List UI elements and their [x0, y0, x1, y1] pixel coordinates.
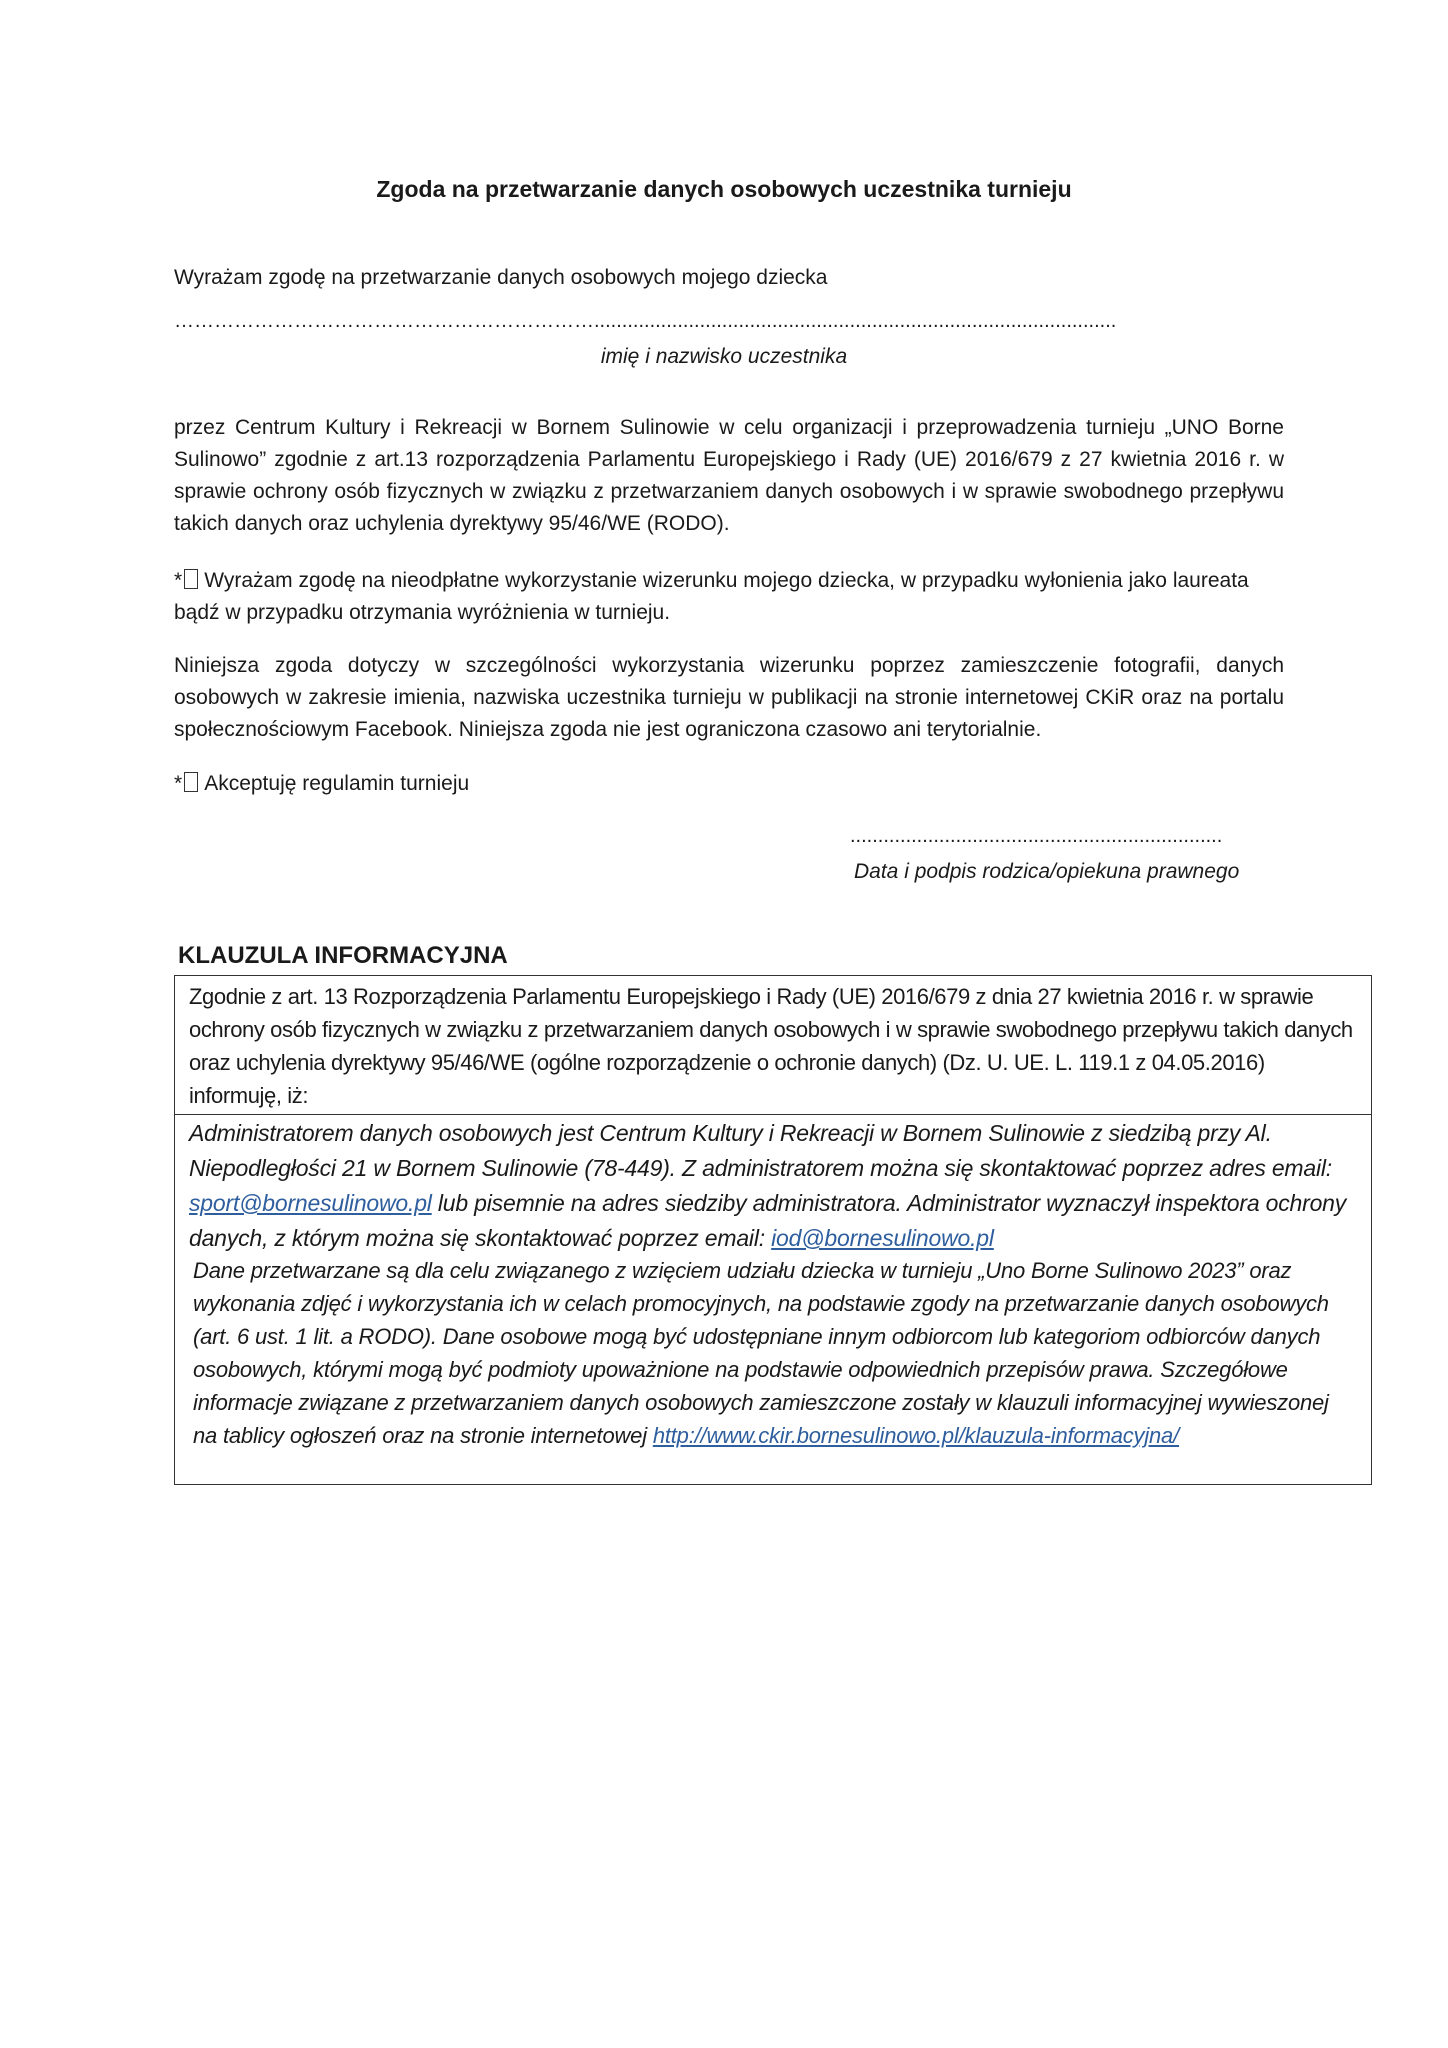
image-consent-checkbox[interactable] — [184, 569, 198, 589]
purpose-paragraph: przez Centrum Kultury i Rekreacji w Bornem Sulinowie w celu organizacji i przeprowadzenia turnieju „UNO Borne Sulinowo” zgodnie z art.13 rozporządzenia Parlamentu Europejskiego i Rady (UE) 2016/679 z 27 kwietnia 2016 r. w sprawie ochrony osób fizycznych w związku z przetwarzaniem danych osobowych i w sprawie swobodnego przepływu takich danych oraz uchylenia dyrektywy 95/46/WE (RODO). — [174, 416, 1284, 535]
name-fill-line[interactable]: ……………………………………………………….............................................................................................. — [174, 310, 1117, 332]
image-consent-text: Wyrażam zgodę na nieodpłatne wykorzystanie wizerunku mojego dziecka, w przypadku wyłonienia jako laureata bądź w przypadku otrzymania wyróżnienia w turnieju. — [174, 569, 1249, 624]
rules-checkbox[interactable] — [184, 772, 198, 792]
scope-paragraph: Niniejsza zgoda dotyczy w szczególności wykorzystania wizerunku poprzez zamieszczenie fotografii, danych osobowych w zakresie imienia, nazwiska uczestnika turnieju w publikacji na stronie internetowej CKiR oraz na portalu społecznościowym Facebook. Niniejsza zgoda nie jest ograniczona czasowo ani terytorialnie. — [174, 654, 1284, 741]
klauzula-box — [174, 975, 1372, 1485]
rules-paragraph — [174, 768, 1284, 800]
data-text: Dane przetwarzane są dla celu związanego z wzięciem udziału dziecka w turnieju „Uno Borne Sulinowo 2023” oraz wykonania zdjęć i wykorzystania ich w celach promocyjnych, na podstawie zgody na przetwarzanie danych osobowych (art. 6 ust. 1 lit. a RODO). Dane osobowe mogą być udostępniane innym odbiorcom lub kategoriom odbiorców danych osobowych, którymi mogą być podmioty upoważnione na podstawie odpowiednich przepisów prawa. Szczegółowe informacje związane z przetwarzaniem danych osobowych zamieszczone zostały w klauzuli informacyjnej wywieszonej na tablicy ogłoszeń oraz na stronie internetowej — [193, 1258, 1329, 1448]
signature-caption: Data i podpis rodzica/opiekuna prawnego — [854, 860, 1240, 883]
admin-email-link[interactable]: sport@bornesulinowo.pl — [189, 1190, 432, 1216]
rules-text: Akceptuję regulamin turnieju — [204, 772, 470, 795]
klauzula-admin-text — [189, 1116, 1369, 1256]
iod-email-link[interactable]: iod@bornesulinowo.pl — [771, 1225, 994, 1251]
document-title: Zgoda na przetwarzanie danych osobowych uczestnika turnieju — [376, 176, 1072, 202]
klauzula-law-text: Zgodnie z art. 13 Rozporządzenia Parlamentu Europejskiego i Rady (UE) 2016/679 z dnia 27 kwietnia 2016 r. w sprawie ochrony osób fizycznych w związku z przetwarzaniem danych osobowych i w sprawie swobodnego przepływu takich danych oraz uchylenia dyrektywy 95/46/WE (ogólne rozporządzenie o ochronie danych) (Dz. U. UE. L. 119.1 z 04.05.2016) informuję, iż: — [189, 984, 1353, 1108]
image-consent-paragraph — [174, 565, 1284, 629]
klauzula-url-link[interactable]: http://www.ckir.bornesulinowo.pl/klauzula-informacyjna/ — [652, 1423, 1180, 1448]
klauzula-heading: KLAUZULA INFORMACYJNA — [178, 942, 508, 969]
klauzula-data-text — [193, 1254, 1353, 1452]
name-caption: imię i nazwisko uczestnika — [600, 345, 848, 368]
klauzula-divider — [175, 1114, 1371, 1115]
admin-text-part-2: lub pisemnie na adres siedziby administratora. Administrator wyznaczył inspektora ochrony danych, z którym można się skontaktować poprzez email: — [189, 1190, 1347, 1251]
admin-text-part-1: Administratorem danych osobowych jest Centrum Kultury i Rekreacji w Bornem Sulinowie z siedzibą przy Al. Niepodległości 21 w Bornem Sulinowie (78-449). Z administratorem można się skontaktować poprzez adres email: — [189, 1120, 1332, 1181]
rules-asterisk: * — [174, 772, 183, 795]
signature-fill-line[interactable]: ................................................................... — [850, 825, 1223, 847]
image-consent-asterisk: * — [174, 569, 183, 592]
consent-intro: Wyrażam zgodę na przetwarzanie danych osobowych mojego dziecka — [174, 266, 828, 289]
